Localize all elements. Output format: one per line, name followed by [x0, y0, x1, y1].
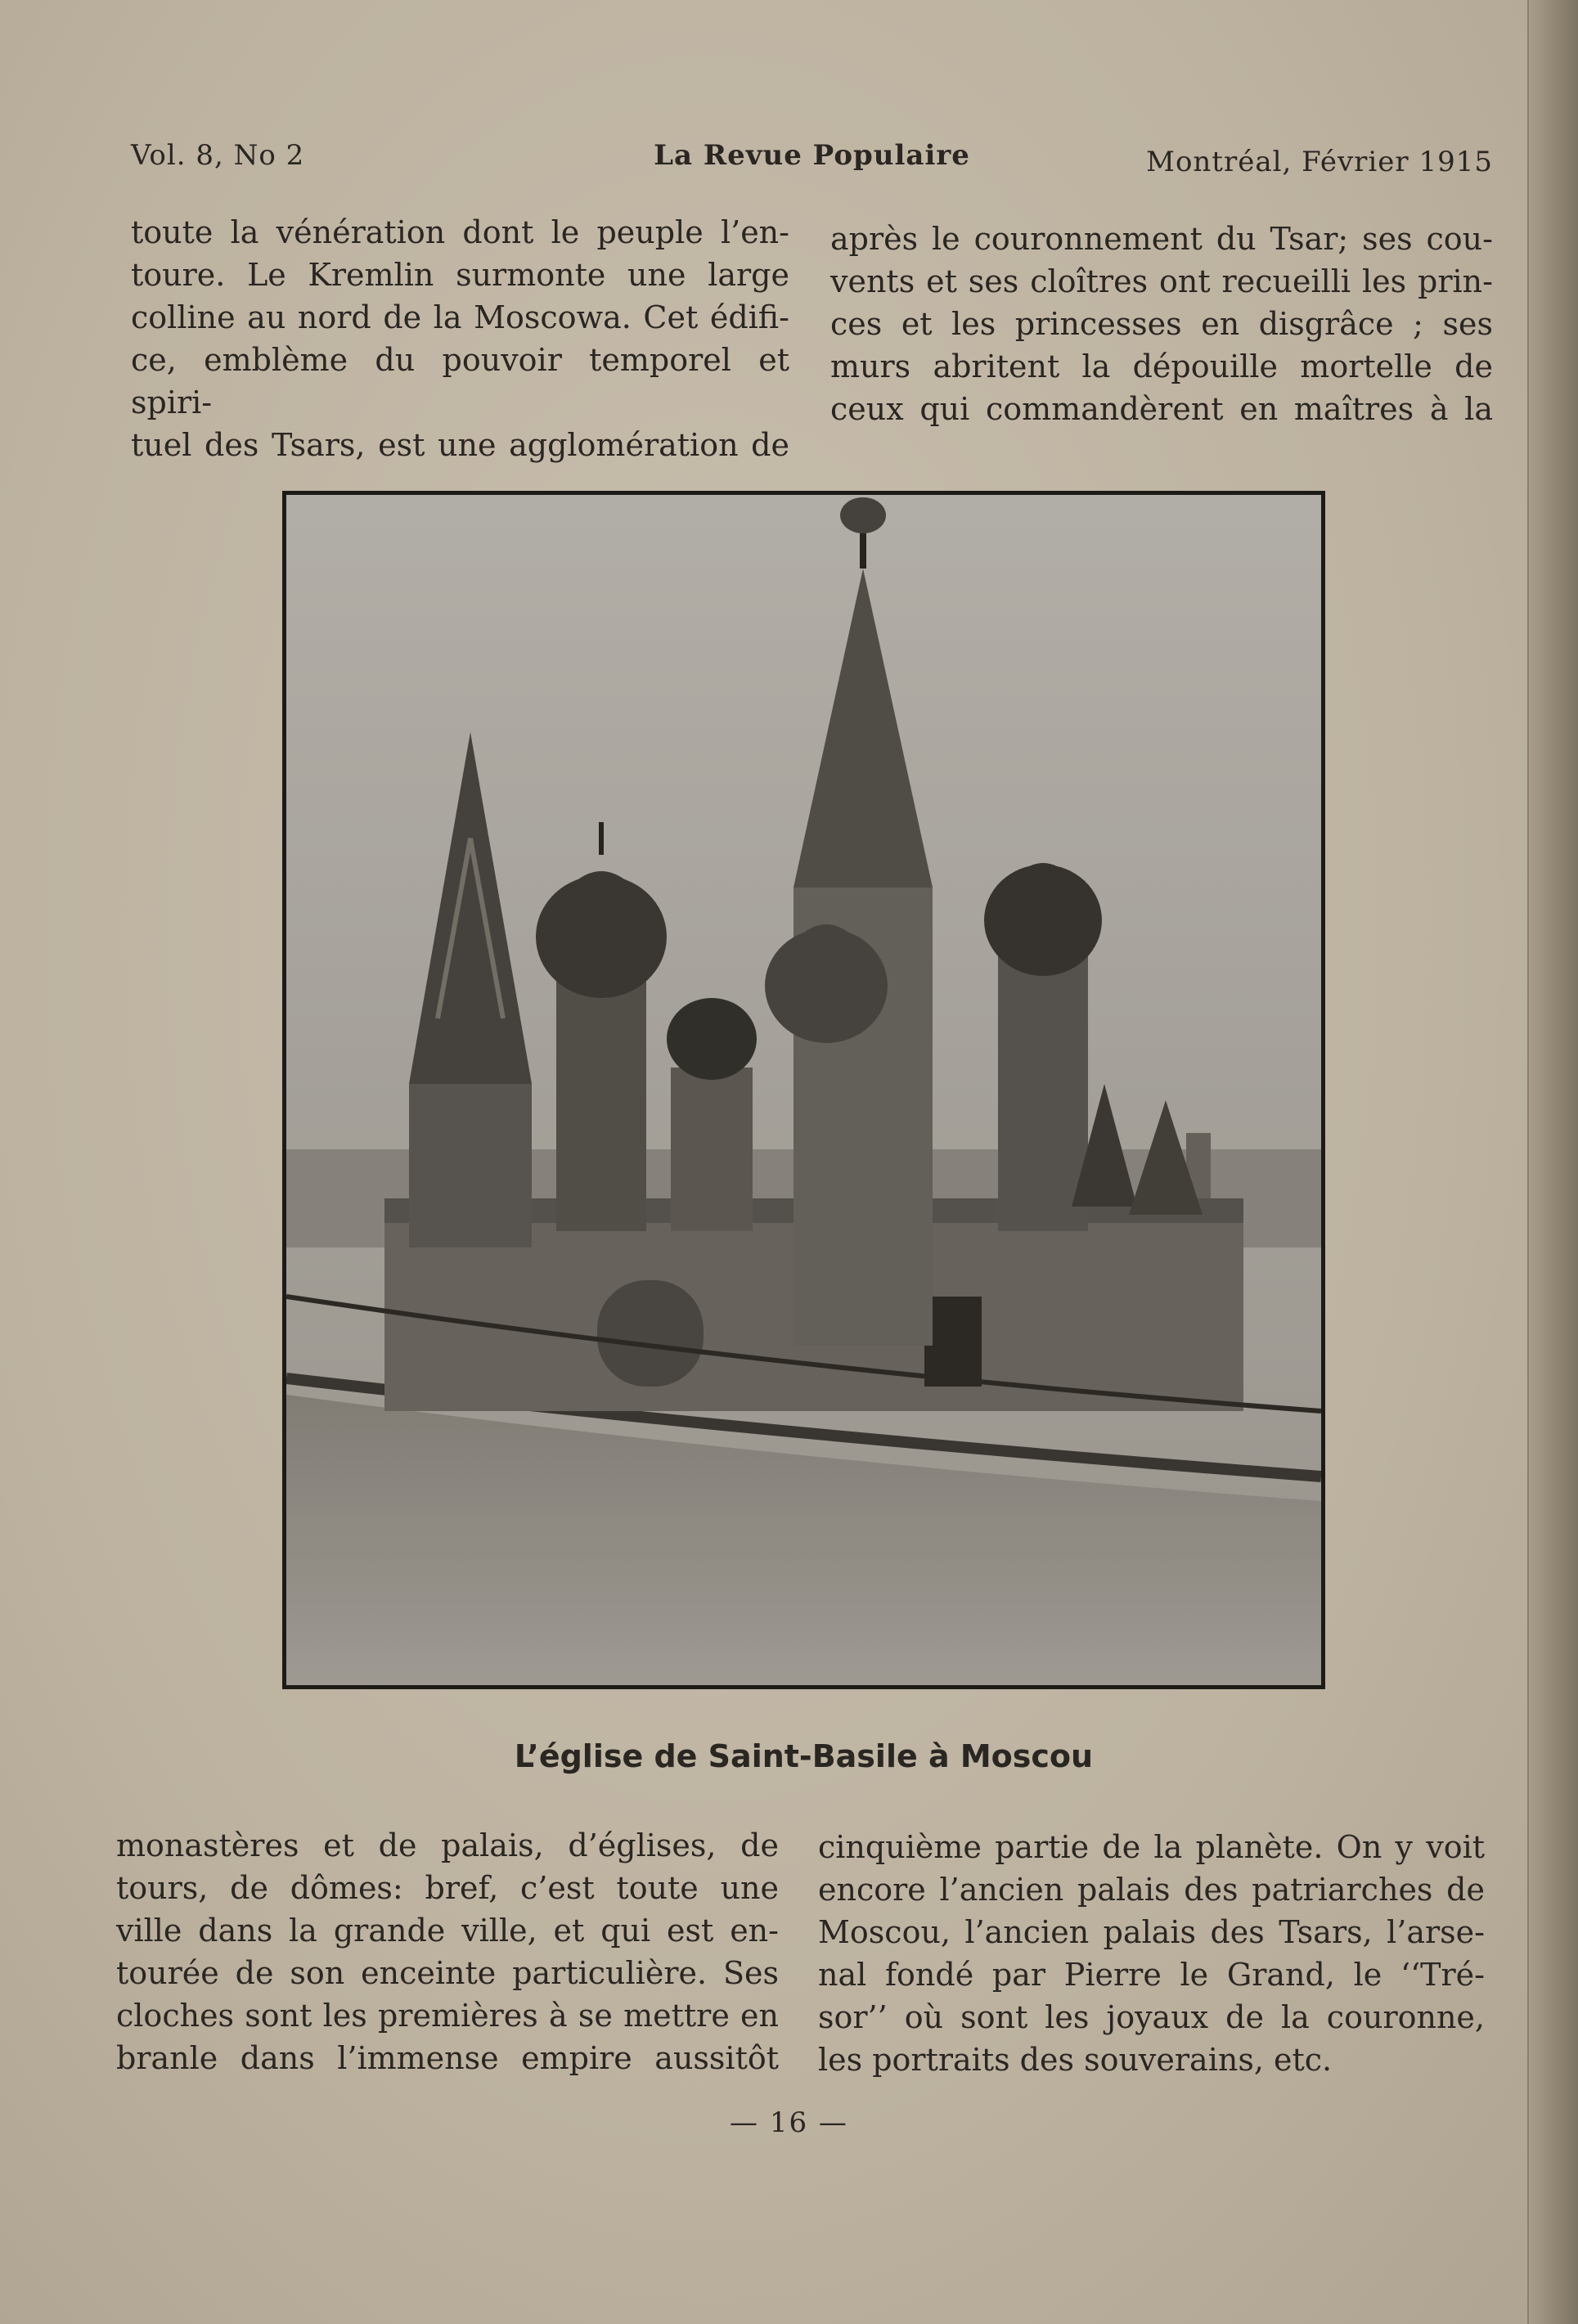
text-line: tours, de dômes: bref, c’est toute une: [116, 1870, 779, 1906]
text-line: tourée de son enceinte particulière. Ses: [116, 1955, 779, 1991]
text-column-top-left: [131, 211, 789, 466]
text-line: cloches sont les premières à se mettre en: [116, 1998, 779, 2034]
paragraph: [131, 211, 789, 466]
page-number: — 16 —: [730, 2106, 848, 2139]
text-column-bottom-left: [116, 1824, 779, 2079]
text-line: ceux qui commandèrent en maîtres à la: [830, 391, 1493, 427]
place-date: Montréal, Février 1915: [1146, 146, 1493, 178]
page-spine-shadow: [1527, 0, 1578, 2324]
paragraph: [116, 1824, 779, 2079]
text-line: nal fondé par Pierre le Grand, le ‘‘Tré-: [818, 1957, 1485, 1993]
photo-caption: L’église de Saint-Basile à Moscou: [514, 1738, 1094, 1774]
text-line: tuel des Tsars, est une agglomération de: [131, 427, 789, 463]
text-line: cinquième partie de la planète. On y voit: [818, 1829, 1485, 1865]
paragraph: [818, 1826, 1485, 2081]
text-column-top-right: [830, 218, 1493, 430]
volume-number: Vol. 8, No 2: [131, 139, 305, 172]
text-line: encore l’ancien palais des patriarches de: [818, 1872, 1485, 1908]
text-line: toure. Le Kremlin surmonte une large: [131, 257, 789, 293]
text-line: après le couronnement du Tsar; ses cou-: [830, 221, 1493, 257]
text-line: colline au nord de la Moscowa. Cet édifi-: [131, 299, 789, 335]
text-line: ces et les princesses en disgrâce ; ses: [830, 306, 1493, 342]
text-line: ce, emblème du pouvoir temporel et spiri-: [131, 342, 789, 420]
text-line: toute la vénération dont le peuple l’en-: [131, 214, 789, 250]
text-line: vents et ses cloîtres ont recueilli les prin-: [830, 263, 1493, 299]
running-header: [131, 139, 1493, 188]
publication-title: La Revue Populaire: [654, 139, 970, 172]
text-line: Moscou, l’ancien palais des Tsars, l’arse-: [818, 1914, 1485, 1950]
saint-basil-cathedral-illustration: [286, 495, 1321, 1685]
text-line: monastères et de palais, d’églises, de: [116, 1827, 779, 1863]
text-line: sor’’ où sont les joyaux de la couronne,: [818, 1999, 1485, 2035]
text-line: murs abritent la dépouille mortelle de: [830, 348, 1493, 384]
cathedral-photograph: [282, 491, 1325, 1689]
text-line: branle dans l’immense empire aussitôt: [116, 2040, 779, 2076]
text-column-bottom-right: [818, 1826, 1485, 2081]
text-line: les portraits des souverains, etc.: [818, 2042, 1333, 2078]
paragraph: [830, 218, 1493, 430]
text-line: ville dans la grande ville, et qui est en-: [116, 1913, 779, 1949]
